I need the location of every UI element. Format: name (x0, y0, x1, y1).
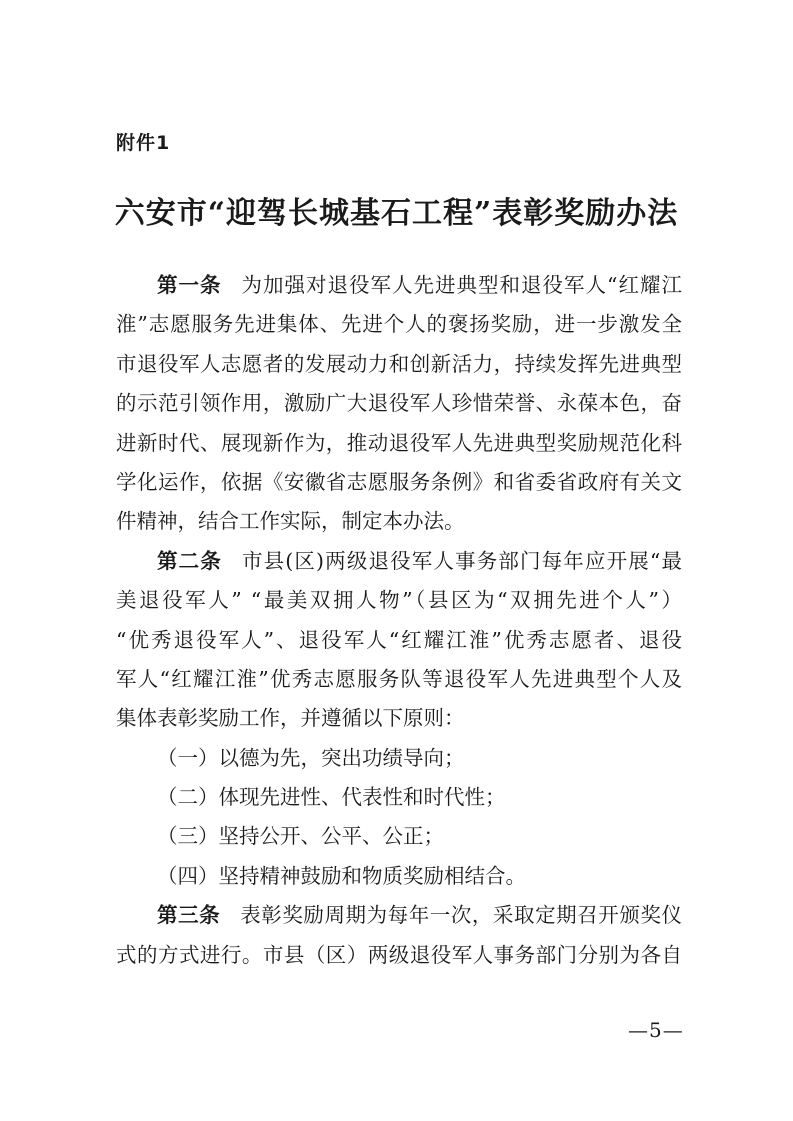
article-line: 市退役军人志愿者的发展动力和创新活力，持续发挥先进典型 (116, 351, 682, 376)
article-heading: 第二条 (157, 548, 222, 573)
article-3 (116, 896, 682, 975)
article-line: 第一条 为加强对退役军人先进典型和退役军人“红耀江 (157, 273, 683, 297)
article-heading: 第一条 (157, 273, 222, 297)
article-heading: 第三条 (157, 903, 221, 928)
article-line: 第三条 表彰奖励周期为每年一次，采取定期召开颁奖仪 (157, 903, 683, 928)
article-1 (116, 266, 682, 542)
principle-item: （三）坚持公开、公平、公正； (157, 824, 444, 849)
principle-item: （二）体现先进性、代表性和时代性； (157, 785, 506, 810)
article-line: 美退役军人” “最美双拥人物”（县区为“双拥先进个人”） (116, 588, 682, 613)
page-number: —5— (628, 1018, 684, 1042)
article-line: 军人“红耀江淮”优秀志愿服务队等退役军人先进典型个人及 (116, 666, 682, 691)
article-line: 第二条 市县(区)两级退役军人事务部门每年应开展“最 (157, 548, 683, 573)
article-line: 式的方式进行。市县（区）两级退役军人事务部门分别为各自 (116, 942, 682, 967)
article-line: 集体表彰奖励工作，并遵循以下原则： (116, 706, 465, 731)
article-line: 淮”志愿服务先进集体、先进个人的褒扬奖励，进一步激发全 (116, 312, 682, 337)
document-body (116, 266, 682, 975)
article-2 (116, 542, 682, 897)
principle-item: （一）以德为先，突出功绩导向； (157, 745, 465, 770)
article-line: 件精神，结合工作实际，制定本办法。 (116, 509, 465, 534)
article-line: “优秀退役军人”、退役军人“红耀江淮”优秀志愿者、退役 (116, 627, 682, 652)
attachment-label: 附件1 (116, 132, 171, 154)
article-line: 进新时代、展现新作为，推动退役军人先进典型奖励规范化科 (116, 430, 682, 455)
principle-item: （四）坚持精神鼓励和物质奖励相结合。 (157, 863, 526, 888)
article-line: 的示范引领作用，激励广大退役军人珍惜荣誉、永葆本色，奋 (116, 391, 682, 416)
document-title: 六安市“迎驾长城基石工程”表彰奖励办法 (114, 196, 679, 231)
article-line: 学化运作，依据《安徽省志愿服务条例》和省委省政府有关文 (116, 469, 682, 494)
